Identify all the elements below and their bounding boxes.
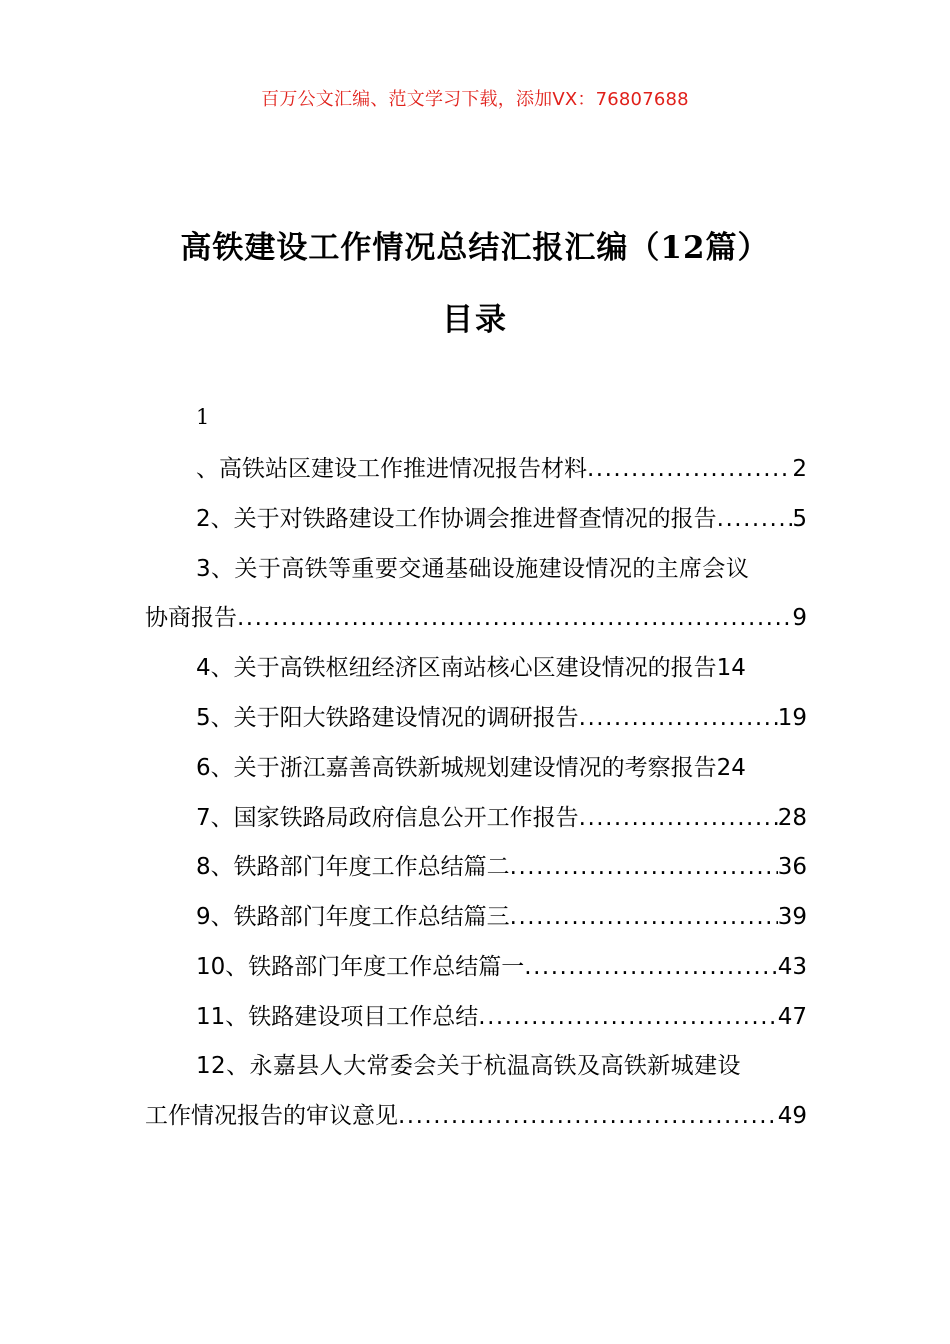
document-title <box>0 222 950 267</box>
toc-entry-page: 24 <box>716 755 746 781</box>
toc-entry-page: 49 <box>777 1103 807 1129</box>
toc-entry-10[interactable] <box>145 948 807 988</box>
toc-leader-dots <box>398 1103 778 1129</box>
toc-entry-page: 39 <box>777 904 807 930</box>
toc-entry-2[interactable] <box>145 500 807 540</box>
toc-entry-title: 5、关于阳大铁路建设情况的调研报告 <box>196 705 579 731</box>
document-title-count: （12篇） <box>628 230 770 266</box>
toc-entry-8[interactable] <box>145 848 807 888</box>
toc-entry-page: 47 <box>777 1004 807 1030</box>
toc-entry-9[interactable] <box>145 898 807 938</box>
toc-entry-page: 28 <box>777 805 807 831</box>
toc-entry-title: 10、铁路部门年度工作总结篇一 <box>196 954 525 980</box>
toc-entry-title-cont: 工作情况报告的审议意见 <box>145 1103 398 1129</box>
toc-entry-title-cont: 协商报告 <box>145 605 237 631</box>
toc-entry-title: 4、关于高铁枢纽经济区南站核心区建设情况的报告 <box>196 655 717 681</box>
toc-entry-title: 9、铁路部门年度工作总结篇三 <box>196 904 510 930</box>
toc-entry-page: 43 <box>777 954 807 980</box>
header-watermark-text: 百万公文汇编、范文学习下载，添加VX：76807688 <box>261 89 689 110</box>
toc-entry-12-line1[interactable] <box>145 1047 807 1087</box>
toc-entry-7[interactable] <box>145 799 807 839</box>
toc-entry-page: 36 <box>777 854 807 880</box>
toc-entry-4[interactable] <box>145 649 807 689</box>
toc-first-number: 1 <box>196 405 210 429</box>
toc-entry-6[interactable] <box>145 749 807 789</box>
toc-leader-dots <box>510 904 778 930</box>
toc-entry-page: 2 <box>792 456 807 482</box>
toc-entry-12-line2[interactable] <box>145 1097 807 1137</box>
toc-heading: 目录 <box>442 302 508 338</box>
toc-entry-title: 7、国家铁路局政府信息公开工作报告 <box>196 805 579 831</box>
toc-entry-title: 8、铁路部门年度工作总结篇二 <box>196 854 510 880</box>
toc-entry-3-line1[interactable] <box>145 550 807 590</box>
toc-entry-page: 5 <box>792 506 807 532</box>
toc-entry-page: 14 <box>716 655 746 681</box>
toc-leader-dots <box>524 954 777 980</box>
toc-entry-title: 6、关于浙江嘉善高铁新城规划建设情况的考察报告 <box>196 755 717 781</box>
toc-entry-title: 11、铁路建设项目工作总结 <box>196 1004 479 1030</box>
toc-leader-dots <box>237 605 792 631</box>
toc-entry-page: 19 <box>777 705 807 731</box>
toc-leader-dots <box>717 506 793 532</box>
toc-entry-1[interactable] <box>145 450 807 490</box>
toc-leader-dots <box>478 1004 777 1030</box>
document-title-main: 高铁建设工作情况总结汇报汇编 <box>180 230 629 266</box>
toc-entry-title: 2、关于对铁路建设工作协调会推进督查情况的报告 <box>196 506 717 532</box>
toc-leader-dots <box>587 456 792 482</box>
toc-entry-title: 3、关于高铁等重要交通基础设施建设情况的主席会议 <box>196 556 750 582</box>
toc-entry-title: 、高铁站区建设工作推进情况报告材料 <box>196 456 587 482</box>
toc-leader-dots <box>579 705 778 731</box>
toc-entry-3-line2[interactable] <box>145 599 807 639</box>
toc-entry-5[interactable] <box>145 699 807 739</box>
toc-entry-title: 12、永嘉县人大常委会关于杭温高铁及高铁新城建设 <box>196 1053 741 1079</box>
toc-leader-dots <box>579 805 778 831</box>
toc-entry-11[interactable] <box>145 998 807 1038</box>
toc-entry-page: 9 <box>792 605 807 631</box>
toc-leader-dots <box>510 854 778 880</box>
